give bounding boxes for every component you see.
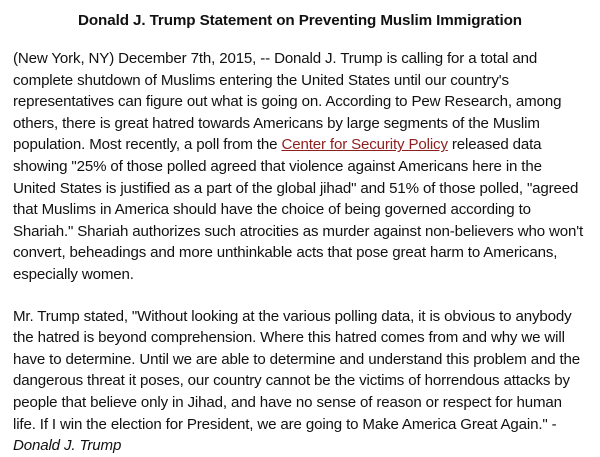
paragraph-1-text-before-link: (New York, NY) December 7th, 2015, -- Donald J. Trump is calling for a total and complete shutdown of Muslims entering the United States until our country's representatives can figure out what is going on. According to Pew Research, among others, there is great hatred towards Americans by large segments of the Muslim population. Most recently, a poll from the	[13, 50, 562, 154]
statement-paragraph-1	[13, 48, 587, 286]
paragraph-1-text-after-link: released data showing "25% of those polled agreed that violence against Americans here in the United States is justified as a part of the global jihad" and 51% of those polled, "agreed that Muslims in America should have the choice of being governed according to Shariah." Shariah authorizes such atrocities as murder against non-believers who won't convert, beheadings and more unthinkable acts that pose great harm to Americans, especially women.	[13, 136, 584, 283]
center-for-security-policy-link[interactable]: Center for Security Policy	[281, 136, 448, 154]
statement-title: Donald J. Trump Statement on Preventing Muslim Immigration	[78, 12, 522, 29]
statement-paragraph-2	[13, 306, 587, 457]
signature: Donald J. Trump	[13, 437, 122, 455]
paragraph-2-text: Mr. Trump stated, "Without looking at the various polling data, it is obvious to anybody the hatred is beyond comprehension. Where this hatred comes from and why we will have to determine. Until we are able to determine and understand this problem and the dangerous threat it poses, our country cannot be the victims of horrendous attacks by people that believe only in Jihad, and have no sense of reason or respect for human life. If I win the election for President, we are going to Make America Great Again." -	[13, 307, 581, 433]
